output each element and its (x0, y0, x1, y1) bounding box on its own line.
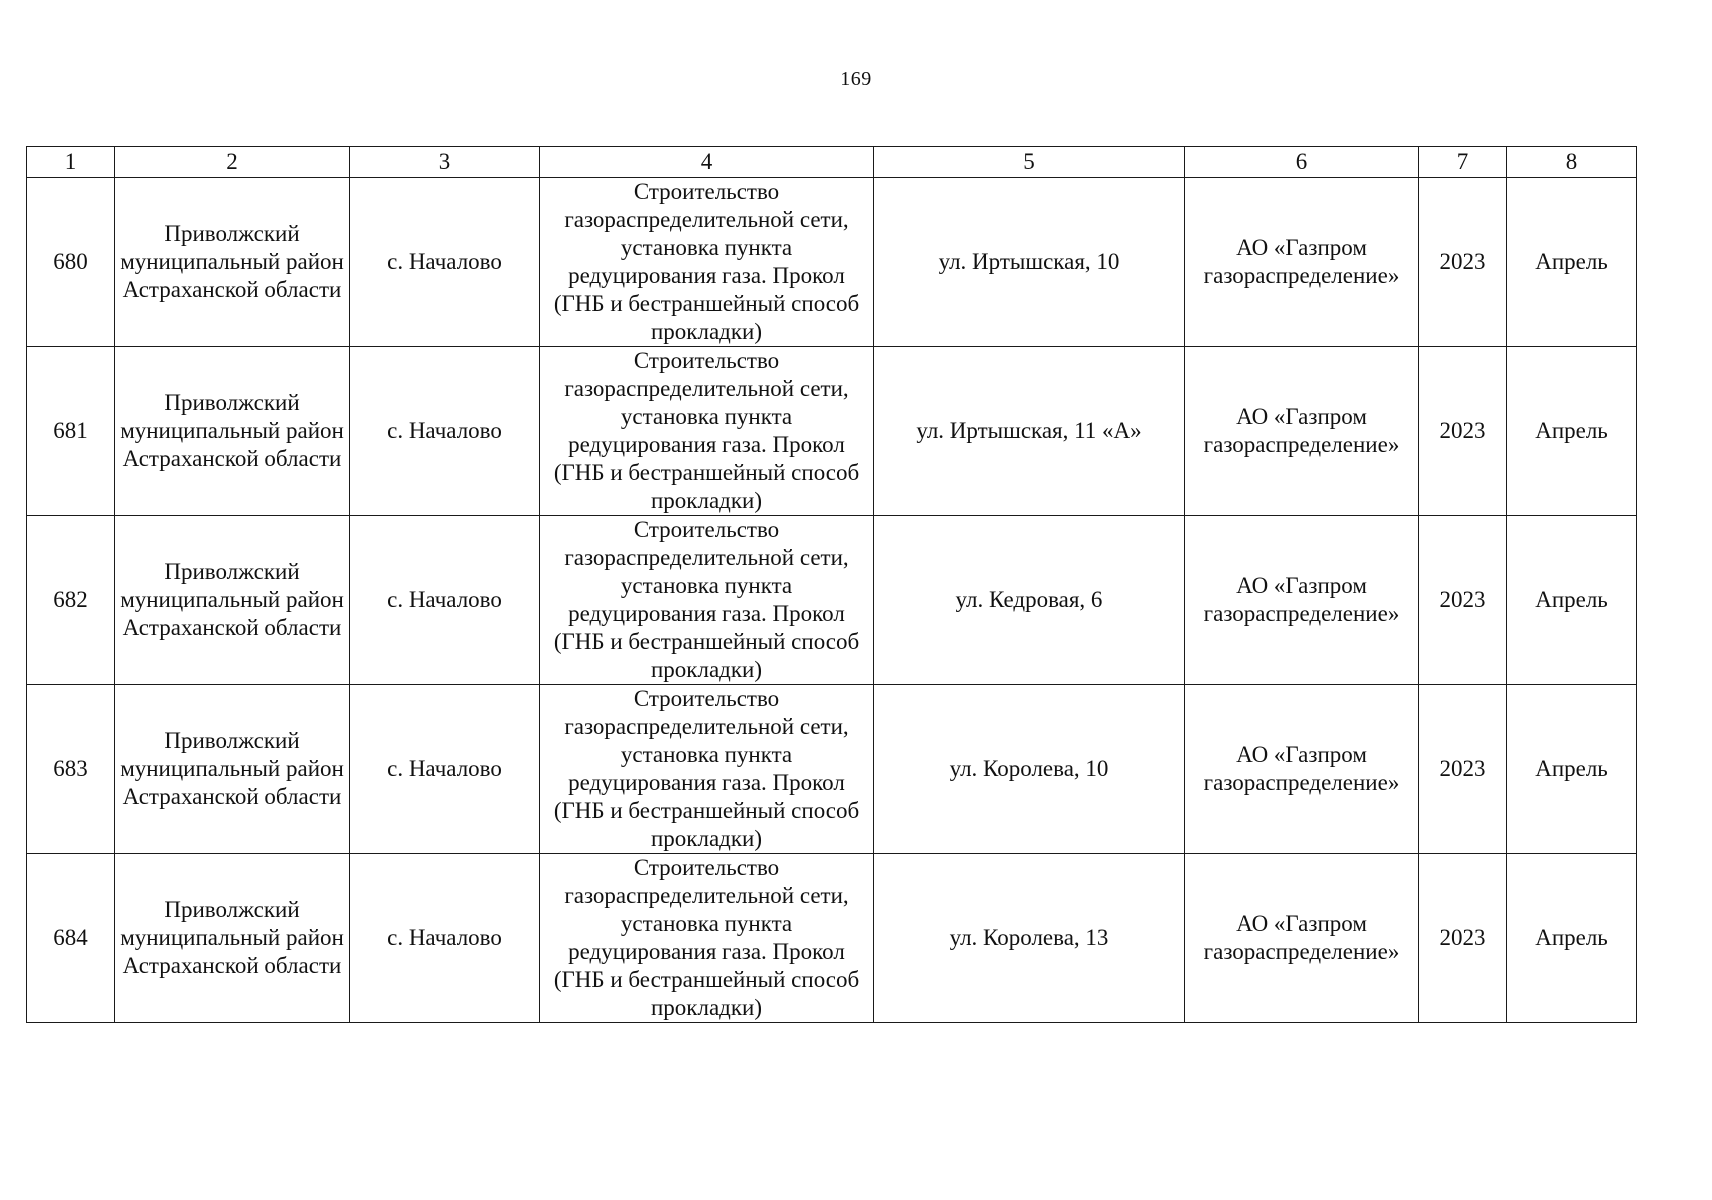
month-cell: Апрель (1507, 685, 1637, 854)
address-cell: ул. Королева, 13 (874, 854, 1185, 1023)
column-header: 1 (27, 147, 115, 178)
work-description-cell: Строительство газораспределительной сети, установка пункта редуцирования газа. Прокол (ГНБ и бестраншейный способ прокладки) (540, 178, 874, 347)
work-description-cell: Строительство газораспределительной сети, установка пункта редуцирования газа. Прокол (ГНБ и бестраншейный способ прокладки) (540, 685, 874, 854)
district-cell: Приволжский муниципальный район Астраханской области (115, 854, 350, 1023)
row-number-cell: 680 (27, 178, 115, 347)
page-number: 169 (840, 68, 872, 90)
work-description-cell: Строительство газораспределительной сети, установка пункта редуцирования газа. Прокол (ГНБ и бестраншейный способ прокладки) (540, 854, 874, 1023)
month-cell: Апрель (1507, 347, 1637, 516)
settlement-cell: с. Началово (350, 347, 540, 516)
year-cell: 2023 (1419, 854, 1507, 1023)
row-number-cell: 681 (27, 347, 115, 516)
address-cell: ул. Королева, 10 (874, 685, 1185, 854)
table-row (27, 347, 1637, 516)
row-number-cell: 683 (27, 685, 115, 854)
table-row (27, 854, 1637, 1023)
column-header: 4 (540, 147, 874, 178)
organization-cell: АО «Газпром газораспределение» (1185, 854, 1419, 1023)
district-cell: Приволжский муниципальный район Астраханской области (115, 685, 350, 854)
registry-table (26, 146, 1637, 1023)
work-description-cell: Строительство газораспределительной сети, установка пункта редуцирования газа. Прокол (ГНБ и бестраншейный способ прокладки) (540, 347, 874, 516)
settlement-cell: с. Началово (350, 854, 540, 1023)
column-number-row (27, 147, 1637, 178)
table-row (27, 516, 1637, 685)
settlement-cell: с. Началово (350, 685, 540, 854)
column-header: 3 (350, 147, 540, 178)
row-number-cell: 684 (27, 854, 115, 1023)
column-header: 6 (1185, 147, 1419, 178)
year-cell: 2023 (1419, 516, 1507, 685)
settlement-cell: с. Началово (350, 178, 540, 347)
organization-cell: АО «Газпром газораспределение» (1185, 178, 1419, 347)
table-row (27, 685, 1637, 854)
month-cell: Апрель (1507, 178, 1637, 347)
year-cell: 2023 (1419, 685, 1507, 854)
address-cell: ул. Иртышская, 10 (874, 178, 1185, 347)
organization-cell: АО «Газпром газораспределение» (1185, 347, 1419, 516)
work-description-cell: Строительство газораспределительной сети, установка пункта редуцирования газа. Прокол (ГНБ и бестраншейный способ прокладки) (540, 516, 874, 685)
month-cell: Апрель (1507, 854, 1637, 1023)
table-row (27, 178, 1637, 347)
district-cell: Приволжский муниципальный район Астраханской области (115, 347, 350, 516)
address-cell: ул. Кедровая, 6 (874, 516, 1185, 685)
year-cell: 2023 (1419, 178, 1507, 347)
settlement-cell: с. Началово (350, 516, 540, 685)
column-header: 5 (874, 147, 1185, 178)
address-cell: ул. Иртышская, 11 «А» (874, 347, 1185, 516)
organization-cell: АО «Газпром газораспределение» (1185, 685, 1419, 854)
district-cell: Приволжский муниципальный район Астраханской области (115, 516, 350, 685)
row-number-cell: 682 (27, 516, 115, 685)
district-cell: Приволжский муниципальный район Астраханской области (115, 178, 350, 347)
organization-cell: АО «Газпром газораспределение» (1185, 516, 1419, 685)
year-cell: 2023 (1419, 347, 1507, 516)
column-header: 2 (115, 147, 350, 178)
month-cell: Апрель (1507, 516, 1637, 685)
column-header: 7 (1419, 147, 1507, 178)
column-header: 8 (1507, 147, 1637, 178)
